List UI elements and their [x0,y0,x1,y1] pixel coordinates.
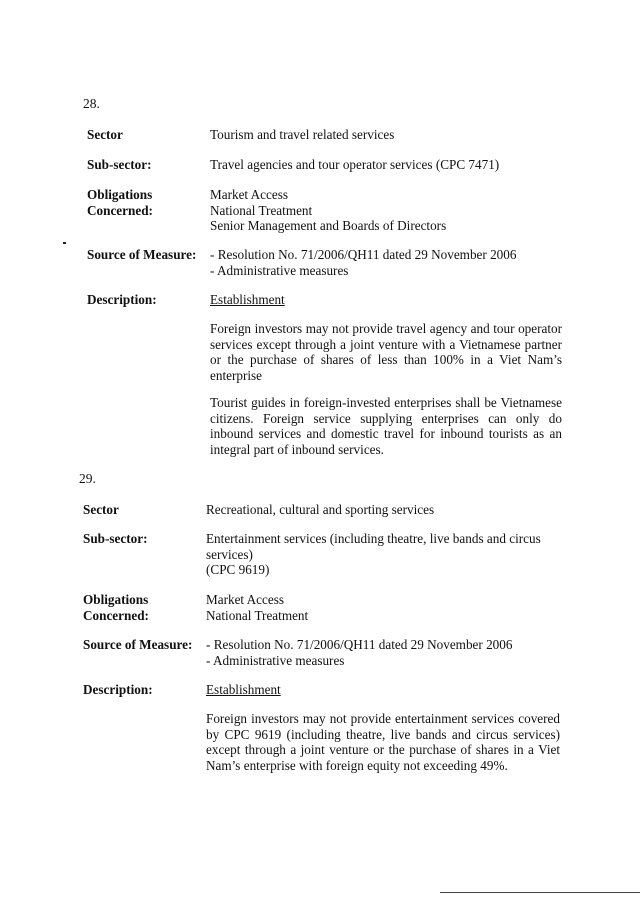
entry-28-obligation-item: Senior Management and Boards of Directors [210,218,447,233]
entry-28-subsector-label: Sub-sector: [87,157,152,172]
entry-28-source-item: - Resolution No. 71/2006/QH11 dated 29 November 2006 [210,247,517,262]
entry-28-obligations-label-line-2: Concerned: [87,202,153,218]
entry-29-description-heading: Establishment [206,682,281,697]
entry-28-source-value [210,247,516,278]
entry-28-source-item: - Administrative measures [210,262,349,278]
entry-29-sector-value: Recreational, cultural and sporting services [206,502,435,517]
entry-28-obligations-value [210,187,446,234]
entry-28-obligations-label-line-1: Obligations [87,187,153,202]
entry-29-sector-label: Sector [83,502,119,517]
entry-29-obligations-label-line-2: Concerned: [83,607,149,623]
entry-28-description-heading: Establishment [210,292,285,307]
margin-mark [63,242,66,244]
entry-28-number: 28. [83,96,100,111]
entry-28-sector-value: Tourism and travel related services [210,127,395,142]
footer-rule [440,892,640,893]
entry-29-obligation-item: National Treatment [206,607,309,623]
entry-29-source-item: - Resolution No. 71/2006/QH11 dated 29 November 2006 [206,637,513,652]
entry-28-obligations-label [87,187,153,218]
entry-29-subsector-line: services) [206,546,253,562]
entry-29-subsector-line: Entertainment services (including theatre, live bands and circus [206,531,541,546]
entry-29-number: 29. [79,471,96,486]
entry-29-obligations-label-line-1: Obligations [83,592,149,607]
entry-28-source-label: Source of Measure: [87,247,197,262]
entry-28-obligation-item: National Treatment [210,202,313,218]
entry-28-description-label: Description: [87,292,157,307]
entry-28-sector-label: Sector [87,127,123,142]
entry-28-obligation-item: Market Access [210,187,288,202]
entry-29-paragraph-1: Foreign investors may not provide entertainment services covered by CPC 9619 (including theatre, live bands and circus services) except through a joint venture or the purchase of shares in a Viet Nam’s enterprise with foreign equity not exceeding 49%. [206,711,560,773]
entry-29-description-label: Description: [83,682,153,697]
entry-29-source-value [206,637,512,668]
entry-29-obligation-item: Market Access [206,592,284,607]
entry-28-paragraph-2: Tourist guides in foreign-invested enterprises shall be Vietnamese citizens. Foreign service supplying enterprises can only do inbound services and domestic travel for inbound tourists as an integral part of inbound services. [210,395,562,457]
entry-29-obligations-label [83,592,149,623]
entry-29-obligations-value [206,592,308,623]
entry-29-subsector-line: (CPC 9619) [206,562,270,577]
entry-29-subsector-label: Sub-sector: [83,531,148,546]
entry-29-subsector-value [206,531,541,578]
entry-28-subsector-value: Travel agencies and tour operator services (CPC 7471) [210,157,500,172]
entry-28-paragraph-1: Foreign investors may not provide travel agency and tour operator services except through a joint venture with a Vietnamese partner or the purchase of shares of less than 100% in a Viet Nam’s enterprise [210,321,562,383]
entry-29-source-item: - Administrative measures [206,652,345,668]
entry-29-source-label: Source of Measure: [83,637,193,652]
